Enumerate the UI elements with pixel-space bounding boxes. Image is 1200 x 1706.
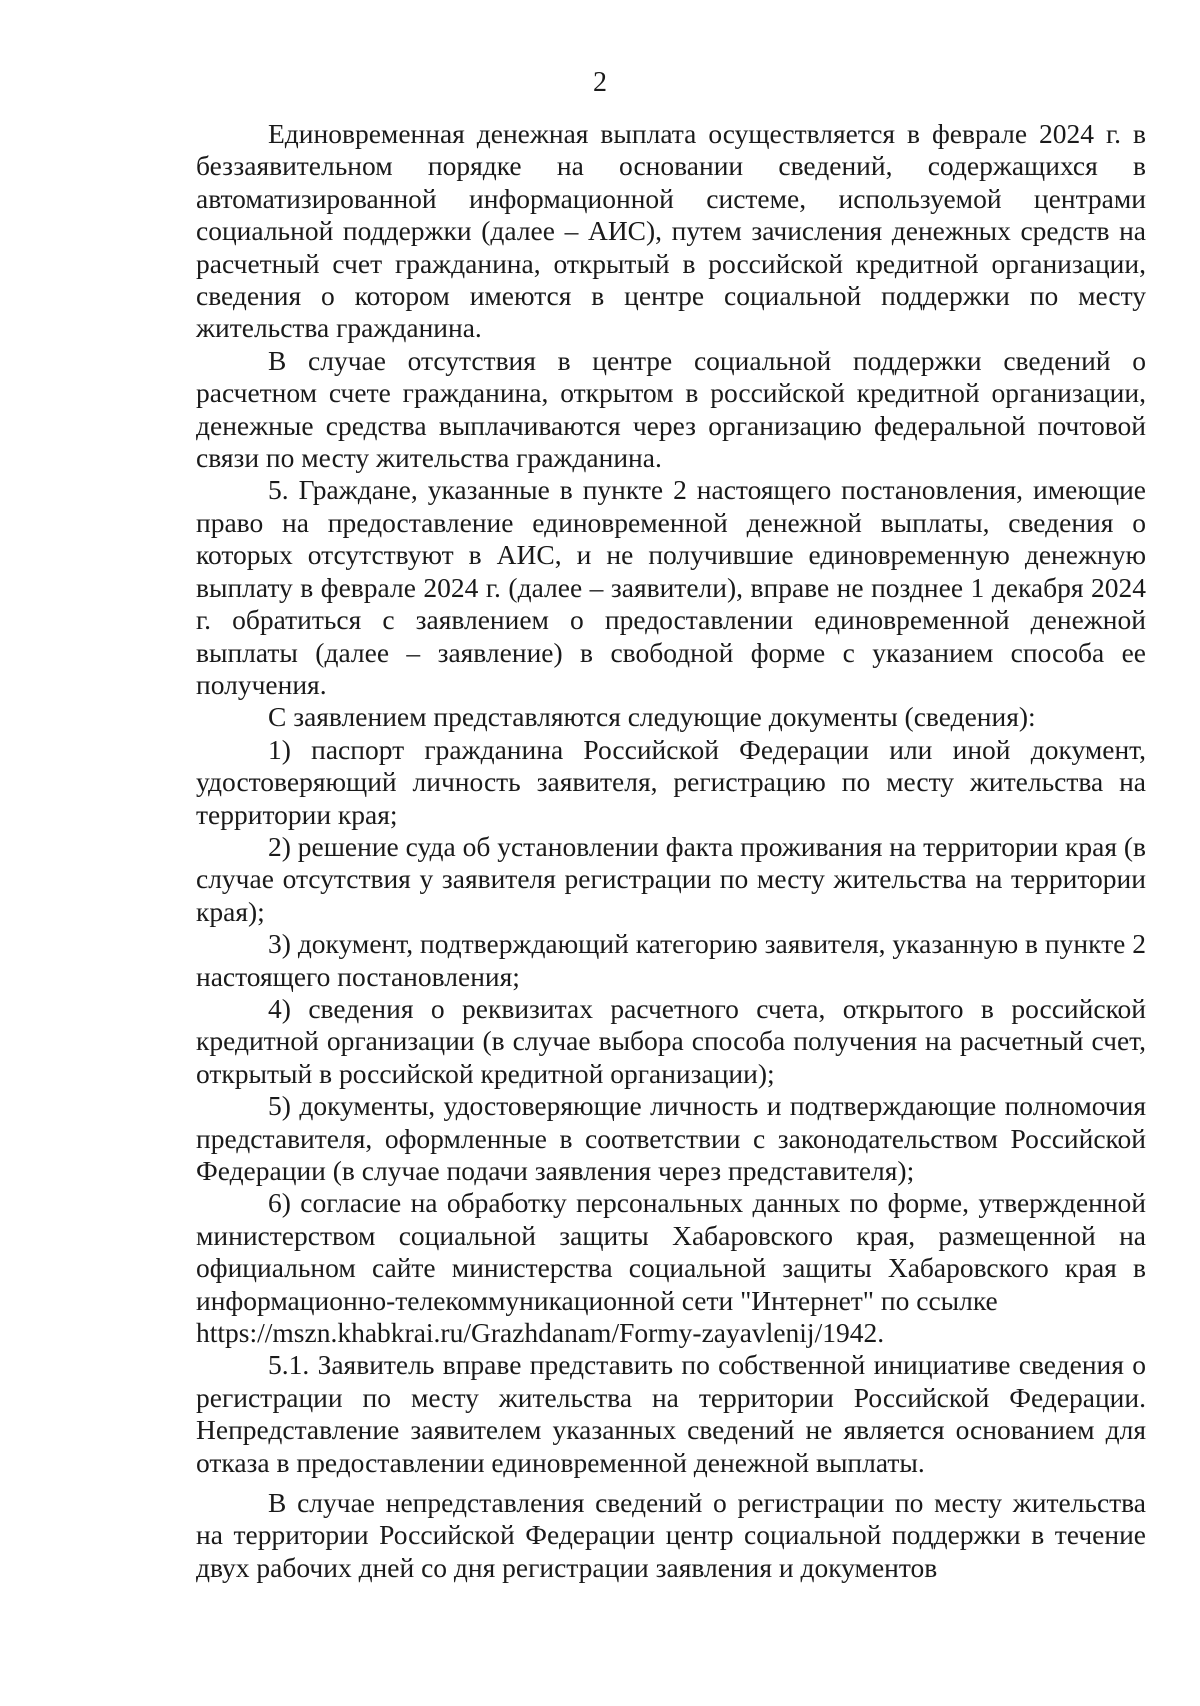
- list-item-3-category-document: 3) документ, подтверждающий категорию заявителя, указанную в пункте 2 настоящего постановления;: [196, 928, 1146, 992]
- paragraph-clause-5-1: 5.1. Заявитель вправе представить по собственной инициативе сведения о регистрации по месту жительства на территории Российской Федерации. Непредставление заявителем указанных сведений не является основанием для отказа в предоставлении единовременной денежной выплаты.: [196, 1349, 1146, 1478]
- document-body: [196, 118, 1146, 1584]
- list-item-2-court-decision: 2) решение суда об установлении факта проживания на территории края (в случае отсутствия у заявителя регистрации по месту жительства на территории края);: [196, 830, 1146, 927]
- list-item-6-personal-data-consent: 6) согласие на обработку персональных данных по форме, утвержденной министерством социальной защиты Хабаровского края, размещенной на официальном сайте министерства социальной защиты Хабаровского края в информационно-телекоммуникационной сети "Интернет" по ссылке: [196, 1187, 1146, 1316]
- paragraph-postal-payment: В случае отсутствия в центре социальной поддержки сведений о расчетном счете гражданина, открытом в российской кредитной организации, денежные средства выплачиваются через организацию федеральной почтовой связи по месту жительства гражданина.: [196, 344, 1146, 474]
- page-number: 2: [593, 67, 607, 98]
- paragraph-documents-intro: С заявлением представляются следующие документы (сведения):: [268, 701, 1036, 733]
- list-item-1-passport: 1) паспорт гражданина Российской Федерации или иной документ, удостоверяющий личность заявителя, регистрацию по месту жительства на территории края;: [196, 733, 1146, 830]
- paragraph-registration-request: В случае непредставления сведений о регистрации по месту жительства на территории Российской Федерации центр социальной поддержки в течение двух рабочих дней со дня регистрации заявления и документов: [196, 1487, 1146, 1583]
- list-item-4-bank-details: 4) сведения о реквизитах расчетного счета, открытого в российской кредитной организации (в случае выбора способа получения на расчетный счет, открытый в российской кредитной организации);: [196, 992, 1146, 1089]
- paragraph-clause-5: 5. Граждане, указанные в пункте 2 настоящего постановления, имеющие право на предоставление единовременной денежной выплаты, сведения о которых отсутствуют в АИС, и не получившие единовременную денежную выплату в феврале 2024 г. (далее – заявители), вправе не позднее 1 декабря 2024 г. обратиться с заявлением о предоставлении единовременной денежной выплаты (далее – заявление) в свободной форме с указанием способа ее получения.: [196, 474, 1146, 700]
- consent-form-url: https://mszn.khabkrai.ru/Grazhdanam/Formy-zayavlenij/1942.: [196, 1317, 885, 1349]
- paragraph-gap: [196, 1479, 1146, 1487]
- list-item-5-representative-documents: 5) документы, удостоверяющие личность и подтверждающие полномочия представителя, оформленные в соответствии с законодательством Российской Федерации (в случае подачи заявления через представителя);: [196, 1090, 1146, 1186]
- paragraph-payment-procedure: Единовременная денежная выплата осуществляется в феврале 2024 г. в беззаявительном порядке на основании сведений, содержащихся в автоматизированной информационной системе, используемой центрами социальной поддержки (далее – АИС), путем зачисления денежных средств на расчетный счет гражданина, открытый в российской кредитной организации, сведения о котором имеются в центре социальной поддержки по месту жительства гражданина.: [196, 118, 1146, 344]
